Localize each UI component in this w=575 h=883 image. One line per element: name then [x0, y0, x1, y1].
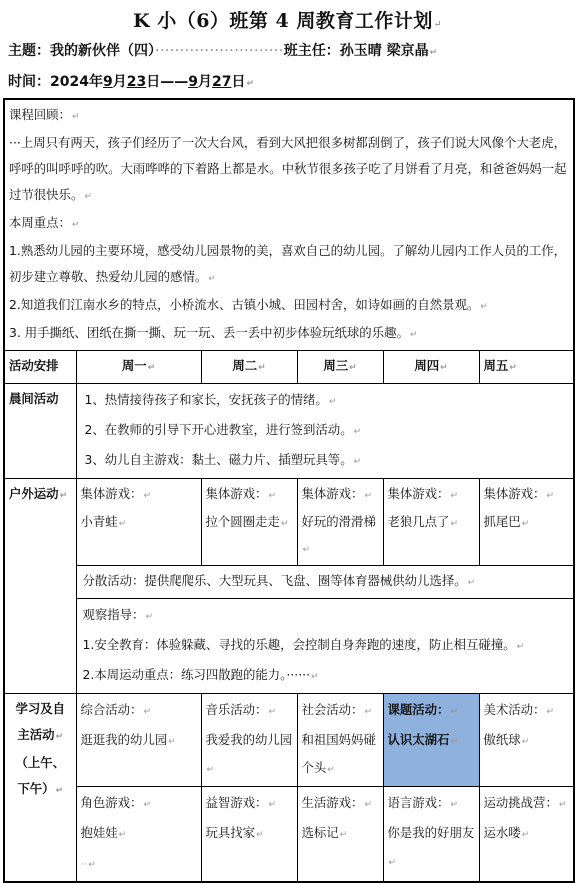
- course-review-cell: [4, 99, 574, 351]
- group-game-cell: 集体游戏：↵ 拉个圆圈走走↵: [201, 479, 297, 566]
- morning-item: 1、热情接待孩子和家长，安抚孩子的情绪。↵: [84, 392, 337, 407]
- start-month: 9: [102, 74, 113, 90]
- guide-item: 1.安全教育：体验躲藏、寻找的乐趣，会控制自身奔跑的速度，防止相互碰撞。↵: [82, 637, 525, 652]
- guide-item: 2.本周运动重点：练习四散跑的能力。······↵: [82, 667, 319, 682]
- learning-cell: 运动挑战营：↵ 运水喽↵: [479, 787, 574, 883]
- guide-row: [4, 599, 574, 694]
- focus-item: 3. 用手撕纸、团纸在撕一撕、玩一玩、丢一丢中初步体验玩纸球的乐趣。↵: [9, 325, 418, 340]
- learning-cell: 音乐活动：↵ 我爱我的幼儿园↵: [201, 694, 297, 787]
- day-header: 周一↵: [76, 351, 201, 384]
- theme-line: 主题：我的新伙伴（四）··························班主任：孙玉晴 梁京晶↵: [8, 43, 438, 59]
- learning-row-1: [4, 694, 574, 787]
- morning-label: 晨间活动: [4, 384, 76, 479]
- day-header-row: [4, 351, 574, 384]
- learning-cell: 综合活动：↵ 逛逛我的幼儿园↵: [76, 694, 201, 787]
- learning-cell: 美术活动：↵ 傲纸球↵: [479, 694, 574, 787]
- group-games-row: [4, 479, 574, 566]
- time-line: 时间：2024年9月23日——9月27日↵: [8, 74, 254, 90]
- outdoor-label: 户外运动↵: [4, 479, 76, 694]
- learning-row-2: [4, 787, 574, 883]
- end-month: 9: [188, 74, 198, 90]
- morning-row: [4, 384, 574, 479]
- guide-heading: 观察指导：↵: [82, 607, 153, 622]
- group-game-cell: 集体游戏：↵ 老狼几点了↵: [383, 479, 479, 566]
- end-day: 27: [211, 74, 232, 90]
- morning-item: 3、幼儿自主游戏：黏土、磁力片、插塑玩具等。↵: [84, 452, 362, 467]
- review-row: [4, 99, 574, 351]
- scattered-row: [4, 566, 574, 599]
- group-game-cell: 集体游戏：↵ 抓尾巴↵: [479, 479, 574, 566]
- observation-guide: [76, 599, 574, 694]
- teacher-value: 孙玉晴 梁京晶: [339, 43, 429, 59]
- scattered-activity: 分散活动：提供爬爬乐、大型玩具、飞盘、圈等体育器械供幼儿选择。↵: [76, 566, 574, 599]
- page-title: K 小（6）班第 4 周教育工作计划↵: [133, 10, 442, 32]
- focus-heading: 本周重点：↵: [9, 215, 80, 230]
- theme-dots: ··························: [155, 43, 284, 59]
- teacher-label: 班主任：: [283, 43, 340, 59]
- learning-label: 学习及自 主活动↵ （上午、 下午）↵: [4, 694, 76, 883]
- review-body: ···上周只有两天，孩子们经历了一次大台风，看到大风把很多树都刮倒了，孩子们说大风像个大老虎，呼呼的叫呼呼的吹。大雨哗哗的下着路上都是水。中秋节很多孩子吃了月饼看了月亮，和爸爸妈妈一起过节很快乐。↵: [9, 135, 567, 202]
- learning-cell: 生活游戏：↵ 选标记↵: [297, 787, 383, 883]
- group-game-cell: 集体游戏：↵ 小青蛙↵: [76, 479, 201, 566]
- day-header: 周四↵: [383, 351, 479, 384]
- time-label: 时间：: [8, 74, 50, 90]
- theme-label: 主题：: [8, 43, 50, 59]
- start-day: 23: [126, 74, 147, 90]
- learning-cell: 语言游戏：↵ 你是我的好朋友↵: [383, 787, 479, 883]
- focus-item: 2.知道我们江南水乡的特点，小桥流水、古镇小城、田园村舍，如诗如画的自然景观。↵: [9, 297, 488, 312]
- learning-cell: 社会活动：↵ 和祖国妈妈碰个头↵: [297, 694, 383, 787]
- learning-cell-highlighted: 课题活动：↵ 认识太湖石↵: [383, 694, 479, 787]
- theme-value: 我的新伙伴（四）: [50, 43, 155, 59]
- day-header: 周五↵: [479, 351, 574, 384]
- group-game-cell: 集体游戏：↵ 好玩的滑滑梯↵: [297, 479, 383, 566]
- review-heading: 课程回顾：↵: [9, 107, 80, 122]
- morning-item: 2、在教师的引导下开心进教室，进行签到活动。↵: [84, 422, 362, 437]
- morning-activities: [76, 384, 574, 479]
- learning-cell: 益智游戏：↵ 玩具找家↵: [201, 787, 297, 883]
- learning-cell: 角色游戏：↵ 抱娃娃↵ ··↵: [76, 787, 201, 883]
- focus-item: 1.熟悉幼儿园的主要环境，感受幼儿园景物的美，喜欢自己的幼儿园。了解幼儿园内工作人员的工作，初步建立尊敬、热爱幼儿园的感情。↵: [9, 243, 567, 284]
- day-header: 周二↵: [201, 351, 297, 384]
- day-header: 周三↵: [297, 351, 383, 384]
- corner-label: 活动安排: [4, 351, 76, 384]
- weekly-plan-table: [3, 98, 575, 883]
